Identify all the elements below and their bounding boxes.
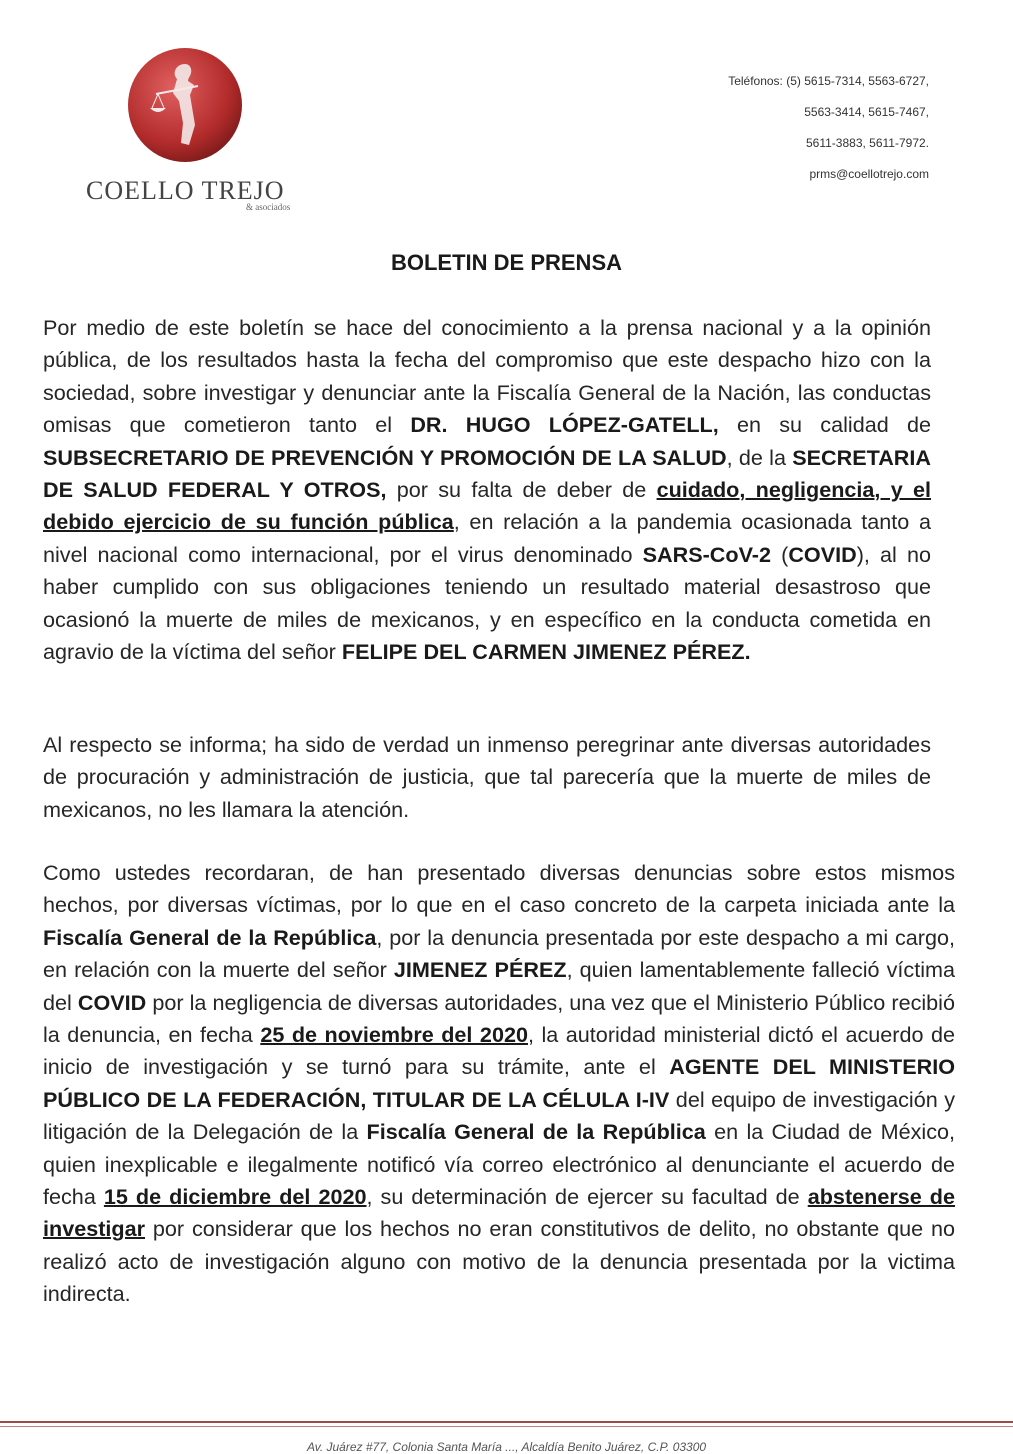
contact-phones-line-3: 5611-3883, 5611-7972. <box>806 136 929 150</box>
p3-underline-3: abstenerse de investigar <box>43 1184 956 1242</box>
p2-text-1: Al respecto se informa; ha sido de verdad un inmenso peregrinar ante diversas autoridades de procuración y administración de justicia, que tal parecería que la muerte de miles de mexicanos, no les llamara la atención. <box>43 732 931 822</box>
p1-text-2: en su calidad de <box>718 412 931 438</box>
p3-underline-2: 15 de diciembre del 2020 <box>103 1184 367 1210</box>
p1-text-4: por su falta de deber de <box>386 477 657 503</box>
p1-text-6: ( <box>771 541 789 567</box>
p1-bold-2: SUBSECRETARIO DE PREVENCIÓN Y PROMOCIÓN DE LA SALUD <box>43 444 727 470</box>
contact-email: prms@coellotrejo.com <box>809 167 929 181</box>
footer-divider-thin <box>0 1426 1013 1427</box>
footer-address: Av. Juárez #77, Colonia Santa María ..., Alcaldía Benito Juárez, C.P. 03300 <box>306 1440 707 1454</box>
p3-bold-2: JIMENEZ PÉREZ <box>393 957 567 983</box>
p3-text-2: , por la denuncia presentada por este despacho a mi cargo, en relación con la muerte del señor <box>43 924 955 983</box>
p3-bold-1: Fiscalía General de la República <box>43 924 377 950</box>
paragraph-3 <box>43 857 955 1311</box>
firm-logo <box>86 42 296 212</box>
contact-phones-line-2: 5563-3414, 5615-7467, <box>804 105 929 119</box>
p3-bold-3: COVID <box>77 989 147 1015</box>
p1-text-5: , en relación a la pandemia ocasionada tanto a nivel nacional como internacional, por el virus denominado <box>43 509 931 567</box>
p3-text-7: en la Ciudad de México, quien inexplicable e ilegalmente notificó vía correo electrónico al denunciante el acuerdo de fecha <box>43 1119 956 1210</box>
document-title: BOLETIN DE PRENSA <box>390 250 623 275</box>
p1-text-1: Por medio de este boletín se hace del conocimiento a la prensa nacional y a la opinión pública, de los resultados hasta la fecha del compromiso que este despacho hizo con la sociedad, sobre investigar y denunciar ante la Fiscalía General de la Nación, las conductas omisas que cometieron tanto el <box>43 315 931 438</box>
p1-bold-1: DR. HUGO LÓPEZ-GATELL, <box>410 412 719 438</box>
p3-text-8: , su determinación de ejercer su facultad de <box>366 1184 808 1210</box>
logo-firm-subtitle: & asociados <box>246 202 291 212</box>
p3-bold-4: AGENTE DEL MINISTERIO PÚBLICO DE LA FEDERACIÓN, TITULAR DE LA CÉLULA I-IV <box>43 1054 955 1112</box>
p3-text-5: , la autoridad ministerial dictó el acuerdo de inicio de investigación y se turnó para su trámite, ante el <box>43 1022 956 1080</box>
footer-divider <box>0 1421 1013 1423</box>
p1-bold-5: COVID <box>788 541 857 567</box>
p1-bold-3: SECRETARIA DE SALUD FEDERAL Y OTROS, <box>43 444 931 503</box>
p3-bold-5: Fiscalía General de la República <box>366 1119 706 1145</box>
justice-statue-logo-icon <box>126 46 244 164</box>
p3-text-4: por la negligencia de diversas autoridades, una vez que el Ministerio Público recibió la denuncia, en fecha <box>43 989 955 1048</box>
p3-text-9: por considerar que los hechos no eran constitutivos de delito, no obstante que no realizó acto de investigación alguno con motivo de la denuncia presentada por la victima indirecta. <box>43 1216 955 1307</box>
contact-block <box>728 66 929 190</box>
p1-bold-4: SARS-CoV-2 <box>642 541 771 567</box>
p1-text-7: ), al no haber cumplido con sus obligaciones teniendo un resultado material desastroso que ocasionó la muerte de miles de mexicanos, y en específico en la conducta cometida en agravio de la víctima del señor <box>43 541 931 665</box>
p3-text-1: Como ustedes recordaran, de han presentado diversas denuncias sobre estos mismos hechos, por diversas víctimas, por lo que en el caso concreto de la carpeta iniciada ante la <box>43 860 955 918</box>
paragraph-1 <box>43 312 931 668</box>
contact-phones-line-1: Teléfonos: (5) 5615-7314, 5563-6727, <box>728 74 929 88</box>
paragraph-2 <box>43 729 931 826</box>
p1-underline-1: cuidado, negligencia, y el debido ejercicio de su función pública <box>43 477 932 535</box>
p1-text-3: , de la <box>726 444 793 470</box>
p1-bold-6: FELIPE DEL CARMEN JIMENEZ PÉREZ. <box>341 639 751 665</box>
p3-text-6: del equipo de investigación y litigación de la Delegación de la <box>43 1086 955 1145</box>
p3-text-3: , quien lamentablemente falleció víctima del <box>43 957 955 1015</box>
logo-firm-name: COELLO TREJO <box>86 176 285 205</box>
p3-underline-1: 25 de noviembre del 2020 <box>260 1022 528 1048</box>
